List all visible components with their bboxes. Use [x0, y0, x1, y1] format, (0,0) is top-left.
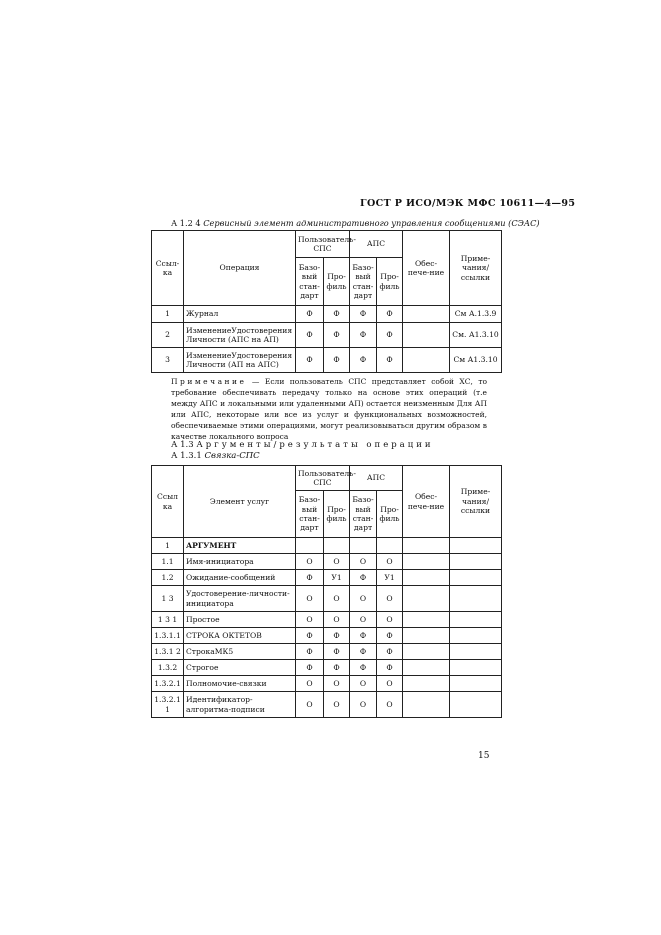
- t2-note: [450, 692, 502, 718]
- t2-p1: Ф: [324, 660, 350, 676]
- t2-p1: Ф: [324, 628, 350, 644]
- t1-p1: Ф: [324, 306, 350, 323]
- t2-element: СтрокаМК5: [184, 644, 296, 660]
- t2-b2: О: [350, 612, 377, 628]
- table1-caption-text: Сервисный элемент административного управления сообщениями (СЭАС): [203, 218, 540, 228]
- t1-header-aps: АПС: [350, 231, 403, 258]
- t1-b2: Ф: [350, 348, 377, 373]
- t2-p1: Ф: [324, 644, 350, 660]
- t2-note: [450, 676, 502, 692]
- table1: [151, 230, 502, 373]
- table-row: [152, 660, 502, 676]
- t1-ref: 2: [152, 323, 184, 348]
- t1-support: [403, 323, 450, 348]
- t2-header-element: Элемент услуг: [184, 466, 296, 538]
- t2-b1: О: [296, 676, 324, 692]
- t1-ref: 1: [152, 306, 184, 323]
- t2-p1: О: [324, 586, 350, 612]
- t2-p2: Ф: [377, 644, 403, 660]
- t2-ref: 1 3 1: [152, 612, 184, 628]
- subsection-number: А 1.3.1: [171, 451, 202, 461]
- t2-element: Ожидание-сообщений: [184, 570, 296, 586]
- t1-header-user-sps: Пользователь-СПС: [296, 231, 350, 258]
- t2-header-ref: Ссыл ка: [152, 466, 184, 538]
- t2-b1: Ф: [296, 570, 324, 586]
- t2-header-support: Обес-пече-ние: [403, 466, 450, 538]
- subsection-title: Связка-СПС: [204, 451, 260, 461]
- t2-element: Строгое: [184, 660, 296, 676]
- t2-ref: 1.3.1.1: [152, 628, 184, 644]
- t2-note: [450, 586, 502, 612]
- t2-b2: О: [350, 692, 377, 718]
- t2-note: [450, 660, 502, 676]
- t2-b1: О: [296, 586, 324, 612]
- table-row: [152, 554, 502, 570]
- t1-header-ref: Ссыл-ка: [152, 231, 184, 306]
- t2-support: [403, 586, 450, 612]
- t2-support: [403, 612, 450, 628]
- t2-p1: О: [324, 554, 350, 570]
- document-header: ГОСТ Р ИСО/МЭК МФС 10611—4—95: [360, 198, 576, 209]
- t2-support: [403, 660, 450, 676]
- t2-b1: Ф: [296, 628, 324, 644]
- section-heading: [171, 440, 434, 450]
- t2-support: [403, 644, 450, 660]
- t2-element: Идентификатор-алгоритма-подписи: [184, 692, 296, 718]
- t2-element: СТРОКА ОКТЕТОВ: [184, 628, 296, 644]
- table-row: [152, 586, 502, 612]
- t2-p1: О: [324, 676, 350, 692]
- table-row: [152, 570, 502, 586]
- t1-op: Журнал: [184, 306, 296, 323]
- t2-header-base2: Базо-вый стан-дарт: [350, 491, 377, 538]
- t2-header-profile1: Про-филь: [324, 491, 350, 538]
- t2-b1: О: [296, 554, 324, 570]
- note-label: Примечание: [171, 377, 247, 386]
- t2-b2: Ф: [350, 660, 377, 676]
- t1-support: [403, 306, 450, 323]
- t2-element: АРГУМЕНТ: [184, 538, 296, 554]
- section-title: Аргументы/результаты операции: [196, 440, 434, 450]
- t2-b1: О: [296, 612, 324, 628]
- table2: [151, 465, 502, 718]
- t2-p2: Ф: [377, 628, 403, 644]
- t1-op: ИзменениеУдостоверения Личности (АПС на АП): [184, 323, 296, 348]
- t1-support: [403, 348, 450, 373]
- t2-ref: 1.1: [152, 554, 184, 570]
- t2-p2: [377, 538, 403, 554]
- t2-b2: О: [350, 676, 377, 692]
- note-text: — Если пользователь СПС представляет собой ХС, то требование обеспечивать передачу только на основе этих операций (т.е между АПС и локальными или удаленными АП) остается неизменным Для АП или АПС, некоторые или все из услуг и функциональных возможностей, обеспечиваемые этими операциями, могут реализовываться другим образом в качестве локального вопроса: [171, 377, 487, 441]
- t1-b1: Ф: [296, 306, 324, 323]
- t2-support: [403, 676, 450, 692]
- table-row: [152, 692, 502, 718]
- t2-support: [403, 570, 450, 586]
- subsection-heading: [171, 451, 260, 461]
- t2-p2: О: [377, 612, 403, 628]
- t1-p2: Ф: [377, 306, 403, 323]
- t1-header-profile2: Про-филь: [377, 258, 403, 306]
- t2-b1: [296, 538, 324, 554]
- t1-ref: 3: [152, 348, 184, 373]
- t2-element: Простое: [184, 612, 296, 628]
- t2-b2: [350, 538, 377, 554]
- t2-b2: Ф: [350, 644, 377, 660]
- t2-header-base1: Базо-вый стан-дарт: [296, 491, 324, 538]
- t2-b1: О: [296, 692, 324, 718]
- t2-element: Имя-инициатора: [184, 554, 296, 570]
- t2-b2: О: [350, 554, 377, 570]
- t2-ref: 1.3.2: [152, 660, 184, 676]
- t2-p1: О: [324, 692, 350, 718]
- t2-header-profile2: Про-филь: [377, 491, 403, 538]
- table-row: [152, 628, 502, 644]
- table1-note: [171, 376, 487, 442]
- table-row: [152, 348, 502, 373]
- t1-note: См А.1.3.9: [450, 306, 502, 323]
- t1-p2: Ф: [377, 348, 403, 373]
- table-row: [152, 323, 502, 348]
- t2-p1: У1: [324, 570, 350, 586]
- t2-header-notes: Приме-чания/ ссылки: [450, 466, 502, 538]
- page-number: 15: [478, 751, 490, 761]
- table-row: [152, 306, 502, 323]
- t2-support: [403, 628, 450, 644]
- t2-note: [450, 538, 502, 554]
- t2-p2: У1: [377, 570, 403, 586]
- t2-p1: [324, 538, 350, 554]
- t1-b2: Ф: [350, 306, 377, 323]
- t2-b2: О: [350, 586, 377, 612]
- t1-header-notes: Приме-чания/ ссылки: [450, 231, 502, 306]
- table-row: [152, 644, 502, 660]
- table1-caption-number: А 1.2 4: [171, 218, 201, 228]
- t2-b2: Ф: [350, 570, 377, 586]
- t1-op: ИзменениеУдостоверения Личности (АП на АПС): [184, 348, 296, 373]
- t2-support: [403, 554, 450, 570]
- t1-b1: Ф: [296, 323, 324, 348]
- t1-header-operation: Операция: [184, 231, 296, 306]
- table-row: [152, 538, 502, 554]
- t1-p1: Ф: [324, 323, 350, 348]
- t1-header-base2: Базо-вый стан-дарт: [350, 258, 377, 306]
- table-row: [152, 676, 502, 692]
- t1-b2: Ф: [350, 323, 377, 348]
- t2-p2: О: [377, 676, 403, 692]
- t2-ref: 1.2: [152, 570, 184, 586]
- t1-p2: Ф: [377, 323, 403, 348]
- t2-p1: О: [324, 612, 350, 628]
- t2-ref: 1: [152, 538, 184, 554]
- t2-ref: 1 3: [152, 586, 184, 612]
- table-row: [152, 612, 502, 628]
- t2-header-aps: АПС: [350, 466, 403, 491]
- t2-note: [450, 570, 502, 586]
- t2-note: [450, 644, 502, 660]
- t2-support: [403, 692, 450, 718]
- t1-note: См А1.3.10: [450, 348, 502, 373]
- t1-header-base1: Базо-вый стан-дарт: [296, 258, 324, 306]
- t1-header-support: Обес-пече-ние: [403, 231, 450, 306]
- t2-element: Полномочие-связки: [184, 676, 296, 692]
- t1-note: См. А1.3.10: [450, 323, 502, 348]
- t2-note: [450, 628, 502, 644]
- t2-ref: 1.3.1 2: [152, 644, 184, 660]
- t2-note: [450, 554, 502, 570]
- section-number: А 1.3: [171, 440, 194, 450]
- t1-b1: Ф: [296, 348, 324, 373]
- t2-p2: О: [377, 554, 403, 570]
- t2-p2: О: [377, 692, 403, 718]
- t2-support: [403, 538, 450, 554]
- t1-p1: Ф: [324, 348, 350, 373]
- t1-header-profile1: Про-филь: [324, 258, 350, 306]
- t2-note: [450, 612, 502, 628]
- t2-ref: 1.3.2.1: [152, 676, 184, 692]
- t2-ref: 1.3.2.1 1: [152, 692, 184, 718]
- t2-b2: Ф: [350, 628, 377, 644]
- t2-p2: Ф: [377, 660, 403, 676]
- t2-b1: Ф: [296, 660, 324, 676]
- table1-caption: [171, 218, 540, 228]
- t2-element: Удостоверение-личности-инициатора: [184, 586, 296, 612]
- t2-header-user-sps: Пользователь-СПС: [296, 466, 350, 491]
- t2-b1: Ф: [296, 644, 324, 660]
- t2-p2: О: [377, 586, 403, 612]
